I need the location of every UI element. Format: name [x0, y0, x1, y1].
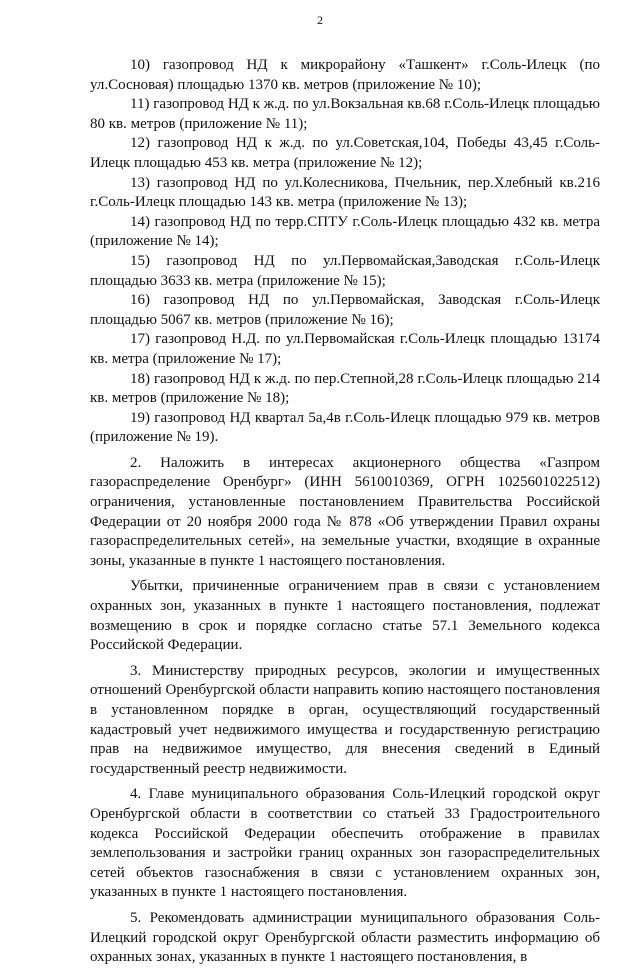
list-item-11: 11) газопровод НД к ж.д. по ул.Вокзальная кв.68 г.Соль-Илецк площадью 80 кв. метров (приложение № 11); — [90, 96, 600, 132]
document-body — [90, 56, 600, 968]
list-item-16: 16) газопровод НД по ул.Первомайская, Заводская г.Соль-Илецк площадью 5067 кв. метров (приложение № 16); — [90, 292, 600, 328]
list-item-14: 14) газопровод НД по терр.СПТУ г.Соль-Илецк площадью 432 кв. метра (приложение № 14); — [90, 213, 600, 250]
list-item-13: 13) газопровод НД по ул.Колесникова, Пчельник, пер.Хлебный кв.216 г.Соль-Илецк площадью 143 кв. метра (приложение № 13); — [90, 174, 600, 211]
clause-2-losses: Убытки, причиненные ограничением прав в связи с установлением охранных зон, указанных в пункте 1 настоящего постановления, подлежат возмещению в срок и порядке согласно статье 57.1 Земельного кодекса Российской Федерации. — [90, 578, 600, 654]
list-item-15: 15) газопровод НД по ул.Первомайская,Заводская г.Соль-Илецк площадью 3633 кв. метра (приложение № 15); — [90, 252, 600, 289]
clause-4: 4. Главе муниципального образования Соль-Илецкий городской округ Оренбургской области в соответствии со статьей 33 Градостроительного кодекса Российской Федерации обеспечить отображение в правилах землепользования и застройки границ охранных зон газораспределительных сетей объектов газоснабжения в связи с установлением охранных зон, указанных в пункте 1 настоящего постановления. — [90, 786, 600, 901]
list-item-17: 17) газопровод Н.Д. по ул.Первомайская г.Соль-Илецк площадью 13174 кв. метра (приложение № 17); — [90, 331, 600, 367]
list-item-12: 12) газопровод НД к ж.д. по ул.Советская,104, Победы 43,45 г.Соль-Илецк площадью 453 кв. метра (приложение № 12); — [90, 135, 600, 171]
list-item-10: 10) газопровод НД к микрорайону «Ташкент» г.Соль-Илецк (по ул.Сосновая) площадью 1370 кв. метров (приложение № 10); — [90, 57, 600, 93]
page-number: 2 — [317, 13, 323, 27]
list-item-19: 19) газопровод НД квартал 5а,4в г.Соль-Илецк площадью 979 кв. метров (приложение № 19). — [90, 409, 600, 446]
clause-2: 2. Наложить в интересах акционерного общества «Газпром газораспределение Оренбург» (ИНН 5610010369, ОГРН 1025601022512) ограничения, установленные постановлением Правительства Российской Федерации от 20 ноября 2000 года № 878 «Об утверждении Правил охраны газораспределительных сетей», на земельные участки, входящие в охранные зоны, указанные в пункте 1 настоящего постановления. — [90, 454, 600, 569]
clause-5: 5. Рекомендовать администрации муниципального образования Соль-Илецкий городской округ Оренбургской области разместить информацию об охранных зонах, указанных в пункте 1 настоящего постановления, в — [90, 909, 600, 966]
list-item-18: 18) газопровод НД к ж.д. по пер.Степной,28 г.Соль-Илецк площадью 214 кв. метров (приложение № 18); — [90, 370, 600, 407]
clause-3: 3. Министерству природных ресурсов, экологии и имущественных отношений Оренбургской области направить копию настоящего постановления в установленном порядке в орган, осуществляющий государственный кадастровый учет недвижимого имущества и государственную регистрацию прав на недвижимое имущество, для внесения сведений в Единый государственный реестр недвижимости. — [90, 662, 600, 777]
